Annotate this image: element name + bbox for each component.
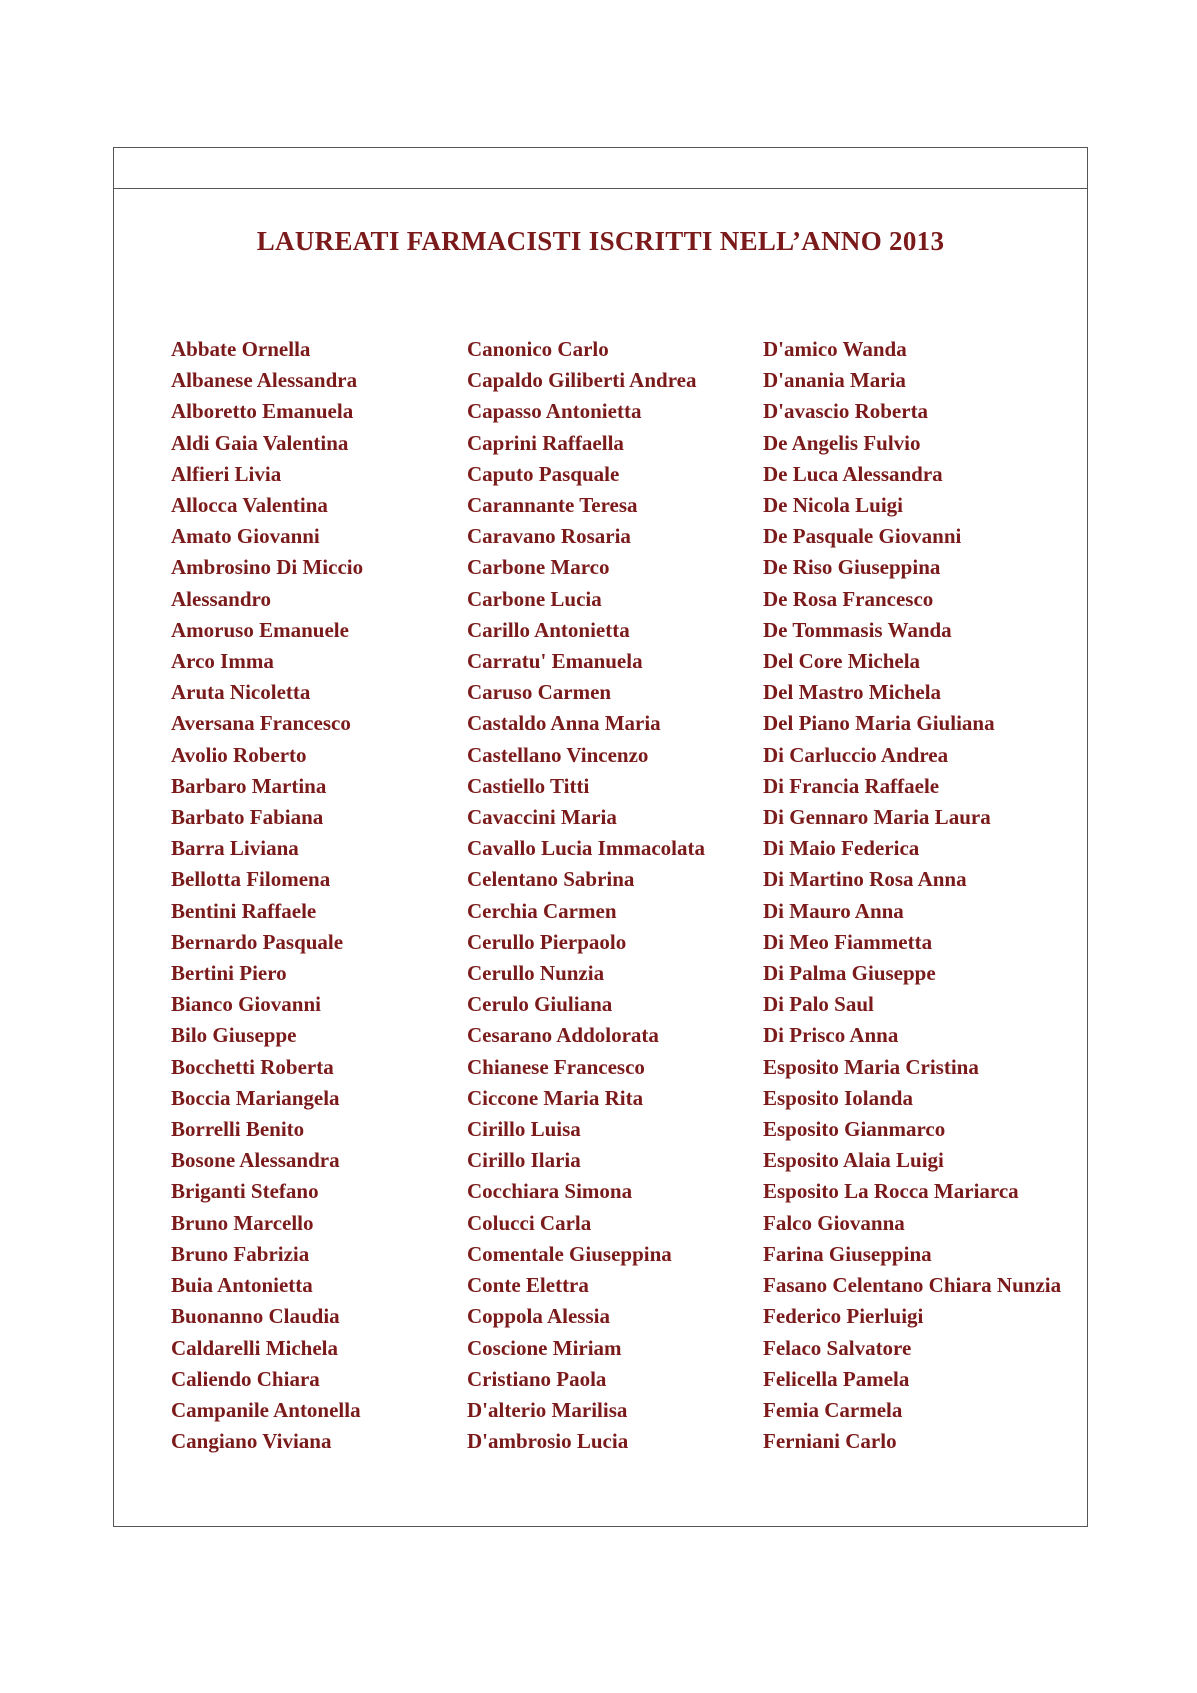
name-entry: Fasano Celentano Chiara Nunzia [763, 1273, 1062, 1298]
name-entry: Esposito Iolanda [763, 1085, 913, 1110]
name-entry: Cerullo Nunzia [467, 961, 605, 986]
name-entry: Barbato Fabiana [171, 805, 324, 830]
page-frame [113, 147, 1088, 1527]
name-column-1 [171, 334, 363, 1457]
name-entry: D'amico Wanda [763, 337, 907, 361]
name-entry: Di Francia Raffaele [763, 773, 940, 798]
name-entry: Bilo Giuseppe [171, 1023, 297, 1048]
name-entry: Capaldo Giliberti Andrea [467, 368, 697, 393]
name-entry: Coppola Alessia [467, 1304, 610, 1329]
name-entry: Avolio Roberto [171, 742, 307, 767]
name-entry: De Tommasis Wanda [763, 617, 952, 642]
name-entry: Ferniani Carlo [763, 1429, 897, 1454]
name-entry: Allocca Valentina [171, 493, 328, 518]
name-entry: Castiello Titti [467, 773, 590, 798]
name-entry: Cangiano Viviana [171, 1429, 332, 1454]
name-entry: Celentano Sabrina [467, 867, 635, 892]
name-entry: Ambrosino Di Miccio [171, 555, 364, 580]
name-entry: Barra Liviana [171, 836, 299, 861]
name-entry: Ciccone Maria Rita [467, 1085, 644, 1110]
name-entry: Di Mauro Anna [763, 898, 904, 923]
name-entry: Bernardo Pasquale [171, 929, 344, 954]
name-entry: Bianco Giovanni [171, 992, 321, 1017]
name-entry: Alboretto Emanuela [171, 399, 354, 424]
name-entry: De Nicola Luigi [763, 493, 903, 518]
name-entry: D'avascio Roberta [763, 399, 929, 424]
name-entry: Cocchiara Simona [467, 1179, 633, 1204]
name-entry: Di Carluccio Andrea [763, 742, 949, 767]
name-entry: Femia Carmela [763, 1397, 903, 1422]
name-entry: Amoruso Emanuele [171, 617, 349, 642]
name-entry: Buonanno Claudia [171, 1304, 340, 1329]
name-entry: Caravano Rosaria [467, 524, 631, 549]
name-column-3 [763, 334, 1061, 1457]
name-entry: Cesarano Addolorata [467, 1023, 659, 1048]
name-entry: Bruno Fabrizia [171, 1241, 310, 1266]
name-entry: Comentale Giuseppina [467, 1241, 672, 1266]
name-entry: De Rosa Francesco [763, 586, 934, 611]
name-entry: Di Martino Rosa Anna [763, 867, 967, 892]
name-entry: Colucci Carla [467, 1210, 592, 1235]
name-entry: Farina Giuseppina [763, 1241, 932, 1266]
name-entry: Cirillo Ilaria [467, 1148, 581, 1173]
name-entry: Capasso Antonietta [467, 399, 642, 424]
name-entry: Di Prisco Anna [763, 1023, 899, 1048]
header-rule [114, 188, 1087, 189]
name-entry: Borrelli Benito [171, 1117, 305, 1142]
name-entry: Amato Giovanni [171, 524, 320, 549]
name-entry: Del Mastro Michela [763, 680, 942, 705]
name-entry: Esposito Alaia Luigi [763, 1148, 944, 1173]
name-entry: De Riso Giuseppina [763, 555, 941, 580]
name-entry: Cerullo Pierpaolo [467, 929, 627, 954]
name-entry: Buia Antonietta [171, 1273, 313, 1298]
name-entry: D'anania Maria [763, 368, 906, 393]
name-entry: Esposito Gianmarco [763, 1117, 946, 1142]
name-entry: Caputo Pasquale [467, 461, 620, 486]
name-entry: Campanile Antonella [171, 1397, 361, 1422]
name-entry: Canonico Carlo [467, 337, 609, 361]
name-entry: De Angelis Fulvio [763, 430, 921, 455]
name-column-2 [467, 334, 705, 1457]
name-entry: Carillo Antonietta [467, 617, 630, 642]
name-entry: Bruno Marcello [171, 1210, 314, 1235]
name-entry: Cirillo Luisa [467, 1117, 581, 1142]
name-entry: Carbone Lucia [467, 586, 602, 611]
name-entry: Di Palo Saul [763, 992, 874, 1017]
name-entry: Di Gennaro Maria Laura [763, 805, 991, 830]
name-entry: Carratu' Emanuela [467, 649, 643, 674]
name-entry: Carannante Teresa [467, 493, 638, 518]
name-entry: Bocchetti Roberta [171, 1054, 334, 1079]
name-entry: De Luca Alessandra [763, 461, 943, 486]
name-entry: Felaco Salvatore [763, 1335, 912, 1360]
page-title: LAUREATI FARMACISTI ISCRITTI NELL’ANNO 2013 [256, 226, 945, 256]
name-entry: Coscione Miriam [467, 1335, 622, 1360]
name-entry: Di Palma Giuseppe [763, 961, 936, 986]
name-entry: Aruta Nicoletta [171, 680, 311, 705]
name-entry: Cerchia Carmen [467, 898, 617, 923]
name-entry: Castellano Vincenzo [467, 742, 649, 767]
name-entry: Castaldo Anna Maria [467, 711, 661, 736]
name-entry: Albanese Alessandra [171, 368, 358, 393]
name-entry: Caliendo Chiara [171, 1366, 320, 1391]
name-entry: Arco Imma [171, 649, 274, 674]
name-entry: Bentini Raffaele [171, 898, 317, 923]
name-entry: Cavallo Lucia Immacolata [467, 836, 705, 861]
name-entry: De Pasquale Giovanni [763, 524, 962, 549]
name-entry: Esposito Maria Cristina [763, 1054, 979, 1079]
name-entry: Caldarelli Michela [171, 1335, 339, 1360]
name-entry: Aldi Gaia Valentina [171, 430, 349, 455]
name-entry: Abbate Ornella [171, 337, 311, 361]
name-entry: D'alterio Marilisa [467, 1397, 628, 1422]
name-entry: Di Maio Federica [763, 836, 920, 861]
name-entry: Cavaccini Maria [467, 805, 617, 830]
name-entry: Falco Giovanna [763, 1210, 905, 1235]
name-entry: Chianese Francesco [467, 1054, 645, 1079]
name-entry: Del Core Michela [763, 649, 921, 674]
name-entry: Felicella Pamela [763, 1366, 910, 1391]
name-entry: Cerulo Giuliana [467, 992, 613, 1017]
name-entry: Briganti Stefano [171, 1179, 319, 1204]
name-entry: Di Meo Fiammetta [763, 929, 933, 954]
name-entry: Alessandro [171, 586, 271, 611]
name-entry: Bosone Alessandra [171, 1148, 340, 1173]
name-entry: Caprini Raffaella [467, 430, 624, 455]
name-entry: Boccia Mariangela [171, 1085, 340, 1110]
name-entry: Aversana Francesco [171, 711, 351, 736]
name-entry: Bellotta Filomena [171, 867, 331, 892]
name-entry: D'ambrosio Lucia [467, 1429, 629, 1454]
name-entry: Bertini Piero [171, 961, 287, 986]
name-entry: Alfieri Livia [171, 461, 282, 486]
name-entry: Conte Elettra [467, 1273, 589, 1298]
name-entry: Cristiano Paola [467, 1366, 607, 1391]
name-entry: Federico Pierluigi [763, 1304, 924, 1329]
name-entry: Esposito La Rocca Mariarca [763, 1179, 1019, 1204]
name-entry: Caruso Carmen [467, 680, 612, 705]
name-entry: Del Piano Maria Giuliana [763, 711, 995, 736]
name-entry: Carbone Marco [467, 555, 610, 580]
name-entry: Barbaro Martina [171, 773, 327, 798]
